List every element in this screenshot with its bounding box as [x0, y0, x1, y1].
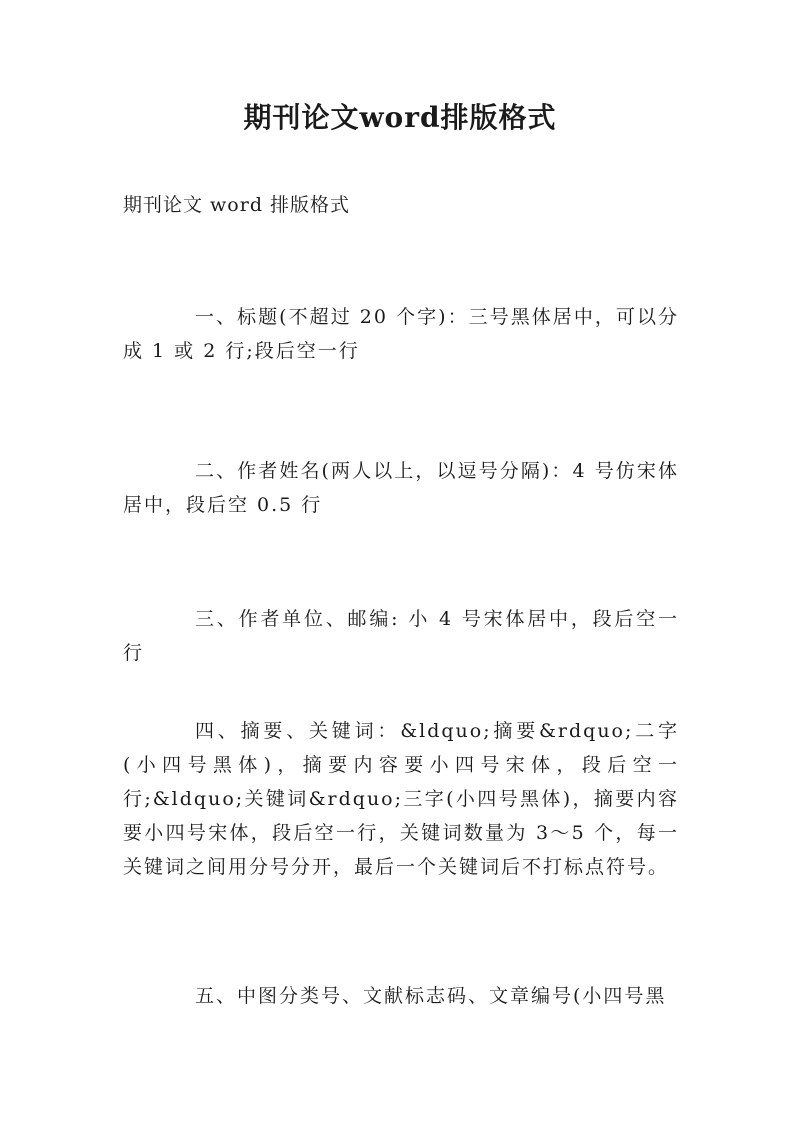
document-title: 期刊论文word排版格式	[243, 101, 557, 134]
paragraph-title-format: 一、标题(不超过 20 个字)：三号黑体居中，可以分成 1 或 2 行;段后空一行	[123, 306, 679, 362]
paragraph-affiliation-format: 三、作者单位、邮编: 小 4 号宋体居中，段后空一行	[123, 608, 679, 664]
paragraph-author-format: 二、作者姓名(两人以上，以逗号分隔)：4 号仿宋体居中，段后空 0.5 行	[123, 460, 679, 516]
document-subtitle: 期刊论文 word 排版格式	[123, 194, 351, 216]
paragraph-classification-format: 五、中图分类号、文献标志码、文章编号(小四号黑	[195, 985, 667, 1007]
paragraph-abstract-format: 四、摘要、关键词：&ldquo;摘要&rdquo;二字(小四号黑体)，摘要内容要小四号宋体，段后空一行;&ldquo;关键词&rdquo;三字(小四号黑体)，摘要内容要小四号宋体，段后空一行，关键词数量为 3～5 个，每一关键词之间用分号分开，最后一个关键词后不打标点符号。	[123, 720, 679, 878]
